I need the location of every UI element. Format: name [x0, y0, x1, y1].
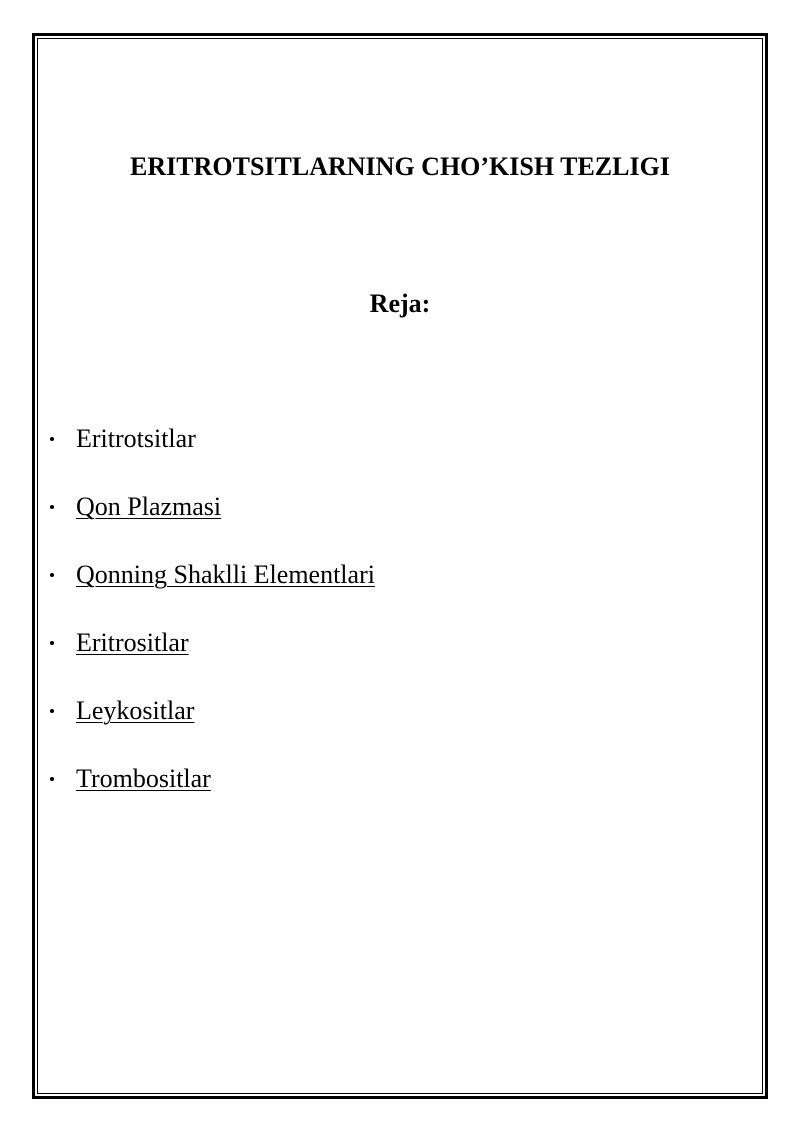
bullet-icon: [50, 573, 54, 577]
plan-item-link[interactable]: Qon Plazmasi: [76, 492, 222, 521]
plan-item-link[interactable]: Leykositlar: [76, 696, 195, 725]
plan-heading: Reja:: [369, 289, 431, 318]
bullet-icon: [50, 777, 54, 781]
plan-item-link[interactable]: Qonning Shaklli Elementlari: [76, 560, 375, 589]
bullet-icon: [50, 505, 54, 509]
plan-item-label: Eritrotsitlar: [76, 424, 196, 453]
plan-item-link[interactable]: Trombositlar: [76, 764, 211, 793]
bullet-icon: [50, 709, 54, 713]
plan-item-link[interactable]: Eritrositlar: [76, 628, 189, 657]
document-title: ERITROTSITLARNING CHO’KISH TEZLIGI: [130, 152, 670, 181]
bullet-icon: [50, 437, 54, 441]
bullet-icon: [50, 641, 54, 645]
